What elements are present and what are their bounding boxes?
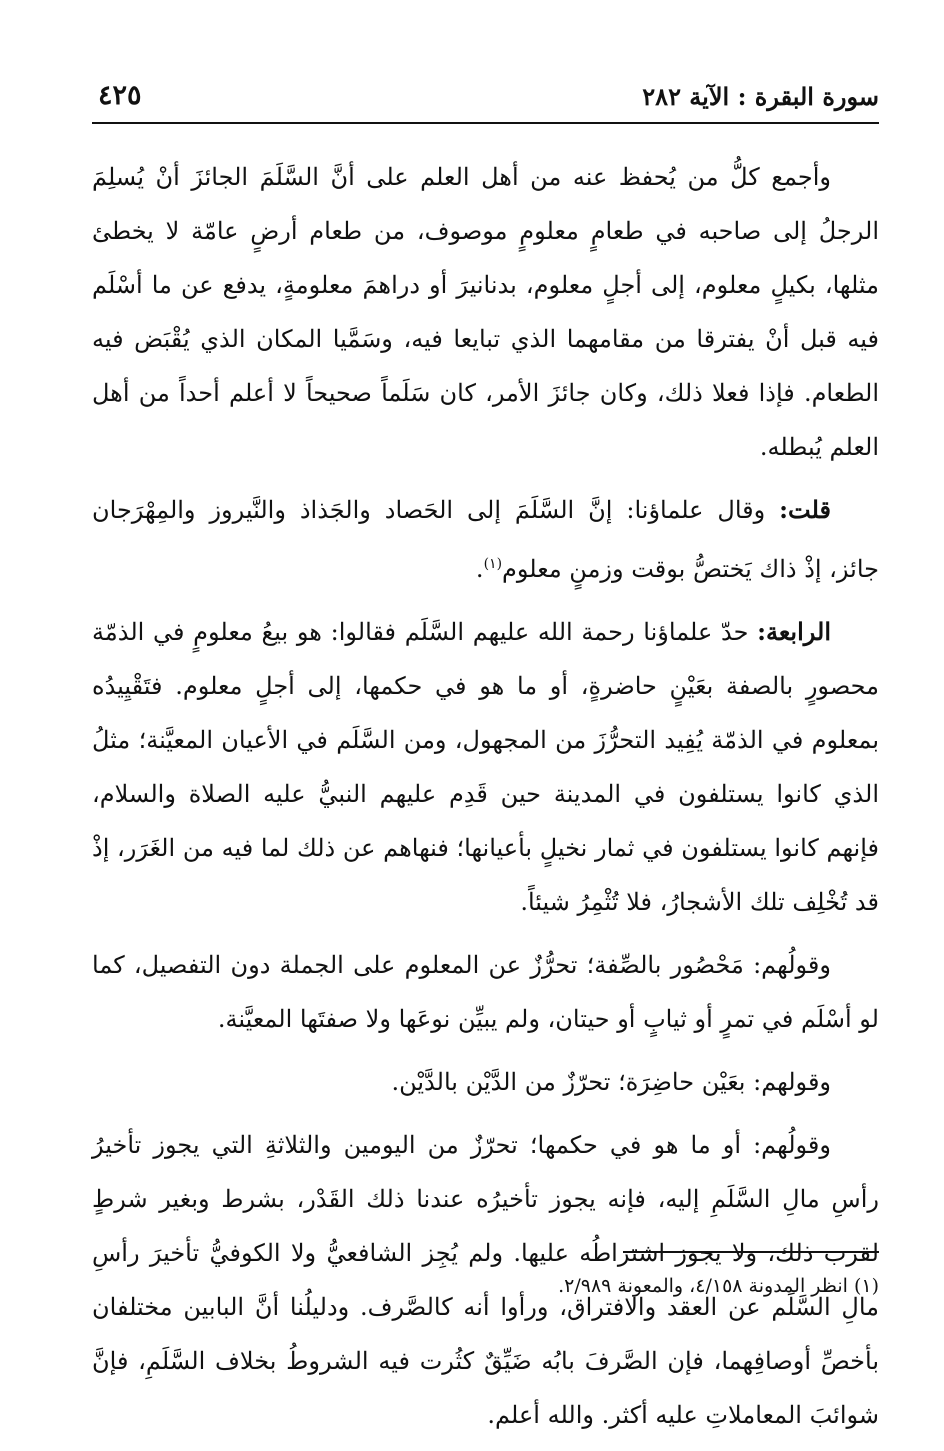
paragraph-qultu bbox=[92, 483, 879, 596]
paragraph-consensus bbox=[92, 150, 879, 474]
surah-title: سورة البقرة : الآية ٢٨٢ bbox=[642, 82, 879, 111]
paragraph-ayn-hadirah bbox=[92, 1055, 879, 1109]
paragraph-tail: . bbox=[475, 555, 484, 583]
page-number: ٤٢٥ bbox=[98, 80, 142, 111]
footnote: (١) انظر المدونة ٤/١٥٨، والمعونة ٢/٩٨٩. bbox=[558, 1275, 879, 1297]
paragraph-text: وقولُهم: مَحْصُور بالصِّفة؛ تحرُّزٌ عن المعلوم على الجملة دون التفصيل، كما لو أسْلَم في تمرٍ أو ثيابٍ أو حيتان، ولم يبيِّن نوعَها ولا صفتَها المعيَّنة. bbox=[92, 951, 879, 1033]
paragraph-text: وقال علماؤنا: إنَّ السَّلَمَ إلى الحَصاد والجَذاذ والنَّيروز والمِهْرَجان جائز، إذْ ذاك يَختصُّ بوقت وزمنٍ معلوم bbox=[92, 496, 879, 583]
paragraph-text: حدّ علماؤنا رحمة الله عليهم السَّلَم فقالوا: هو بيعُ معلومٍ في الذمّة محصورٍ بالصفة بعَيْنٍ حاضرةٍ، أو ما هو في حكمها، إلى أجلٍ معلوم. فتَقْيِيدُه بمعلوم في الذمّة يُفِيد التحرُّزَ من المجهول، ومن السَّلَم في الأعيان المعيَّنة؛ مثلُ الذي كانوا يستلفون في المدينة حين قَدِم عليهم النبيُّ عليه الصلاة والسلام، فإنهم كانوا يستلفون في ثمار نخيلٍ بأعيانها؛ فنهاهم عن ذلك لما فيه من الغَرَر، إذْ قد تُخْلِف تلك الأشجارُ، فلا تُثْمِرُ شيئاً. bbox=[92, 618, 879, 916]
footnote-divider bbox=[623, 1251, 879, 1253]
paragraph-lead: قلت: bbox=[779, 495, 831, 524]
main-text bbox=[92, 150, 879, 1451]
paragraph-mahsur bbox=[92, 938, 879, 1046]
paragraph-text: وقولهم: بعَيْن حاضِرَة؛ تحرّزٌ من الدَّيْن بالدَّيْن. bbox=[391, 1068, 831, 1096]
footnote-marker: (١) bbox=[483, 556, 503, 572]
paragraph-text: وأجمع كلُّ من يُحفظ عنه من أهل العلم على أنَّ السَّلَمَ الجائزَ أنْ يُسلِمَ الرجلُ إلى صاحبه في طعامٍ معلومٍ موصوف، من طعام أرضٍ عامّة لا يخطئ مثلها، بكيلٍ معلوم، إلى أجلٍ معلوم، بدنانيرَ أو دراهمَ معلومةٍ، يدفع عن ما أسْلَم فيه قبل أنْ يفترقا من مقامهما الذي تبايعا فيه، وسَمَّيا المكان الذي يُقْبَض فيه الطعام. فإذا فعلا ذلك، وكان جائزَ الأمر، كان سَلَماً صحيحاً لا أعلم أحداً من أهل العلم يُبطله. bbox=[92, 163, 880, 461]
running-header bbox=[92, 78, 879, 124]
paragraph-lead: الرابعة: bbox=[757, 617, 831, 646]
paragraph-rabiah bbox=[92, 605, 879, 929]
paragraph-text: وقولُهم: أو ما هو في حكمها؛ تحرّزٌ من اليومين والثلاثةِ التي يجوز تأخيرُ رأسِ مالِ السَّلَمِ إليه، فإنه يجوز تأخيرُه عندنا ذلك القَدْر، بشرط وبغير شرطٍ لقرب ذلك، ولا يجوز اشتراطُه عليها. ولم يُجِز الشافعيُّ ولا الكوفيُّ تأخيرَ رأسِ مالِ السَّلَم عن العقد والافتراق، ورأوا أنه كالصَّرف. ودليلُنا أنَّ البابين مختلفان بأخصِّ أوصافِهما، فإن الصَّرفَ بابُه ضَيِّقٌ كثُرت فيه الشروطُ بخلاف السَّلَمِ، فإنَّ شوائبَ المعاملاتِ عليه أكثر. والله أعلم. bbox=[92, 1131, 880, 1429]
